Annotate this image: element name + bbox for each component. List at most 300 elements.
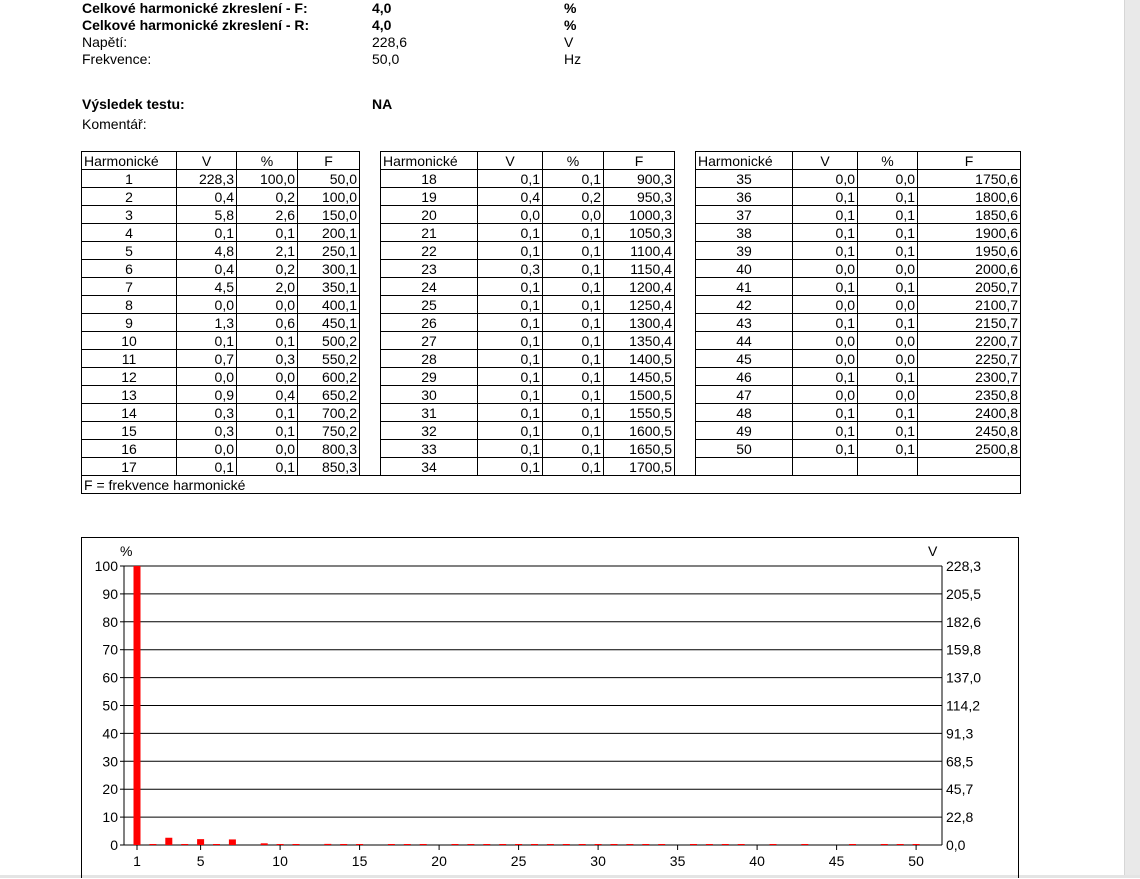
harmonic-number: 24 [381,278,478,296]
harmonic-number: 37 [696,206,793,224]
x-tick-label: 40 [749,853,765,869]
column-gap [360,386,381,404]
bar-harmonic-25 [515,844,522,845]
harmonic-number: 12 [82,368,177,386]
table-row [82,386,1021,404]
column-header: F [298,152,360,170]
y-right-tick-label: 0,0 [946,837,966,853]
column-gap [360,458,381,476]
table-row [82,188,1021,206]
harmonic-percent: 2,6 [237,206,298,224]
harmonic-number: 32 [381,422,478,440]
summary-unit: % [564,0,577,16]
harmonic-number: 20 [381,206,478,224]
column-header: F [918,152,1021,170]
y-right-tick-label: 114,2 [946,697,980,714]
harmonic-voltage: 0,0 [177,440,237,458]
harmonic-frequency: 650,2 [298,386,360,404]
column-gap [675,350,696,368]
bar-harmonic-6 [213,844,220,845]
harmonic-percent: 0,1 [858,242,918,260]
column-gap [360,350,381,368]
harmonic-voltage: 0,0 [177,296,237,314]
harmonic-voltage: 0,1 [478,458,543,476]
harmonic-voltage: 0,1 [478,242,543,260]
harmonic-number: 11 [82,350,177,368]
harmonic-percent: 0,1 [543,440,604,458]
harmonic-number: 28 [381,350,478,368]
column-gap [675,296,696,314]
harmonic-number: 6 [82,260,177,278]
harmonic-frequency: 2200,7 [918,332,1021,350]
harmonic-frequency: 300,1 [298,260,360,278]
column-header: V [478,152,543,170]
harmonic-voltage: 0,1 [478,368,543,386]
bar-harmonic-37 [706,844,713,845]
harmonic-frequency: 1850,6 [918,206,1021,224]
harmonic-frequency: 1100,4 [604,242,675,260]
column-gap [360,422,381,440]
y-tick-label: 40 [102,725,118,742]
harmonic-frequency: 450,1 [298,314,360,332]
bar-harmonic-17 [388,844,395,845]
y-tick-label: 30 [102,753,118,770]
harmonic-number: 39 [696,242,793,260]
harmonic-voltage: 0,1 [478,350,543,368]
harmonic-frequency: 1450,5 [604,368,675,386]
x-tick-label: 50 [908,853,924,869]
harmonic-number: 8 [82,296,177,314]
harmonic-number: 48 [696,404,793,422]
y-right-tick-label: 159,8 [946,641,982,658]
harmonic-percent: 0,1 [543,278,604,296]
column-gap [675,278,696,296]
harmonic-voltage: 0,1 [478,278,543,296]
harmonic-frequency: 1950,6 [918,242,1021,260]
harmonic-percent: 0,0 [858,296,918,314]
column-header: % [237,152,298,170]
table-row [82,422,1021,440]
harmonic-frequency: 1350,4 [604,332,675,350]
harmonic-frequency: 250,1 [298,242,360,260]
harmonic-frequency: 550,2 [298,350,360,368]
column-gap [360,242,381,260]
column-gap [360,332,381,350]
column-gap [360,188,381,206]
comment-label: Komentář: [82,116,147,132]
harmonic-voltage: 0,1 [478,332,543,350]
harmonic-percent: 0,0 [858,260,918,278]
harmonic-frequency: 2350,8 [918,386,1021,404]
harmonic-voltage: 0,1 [793,278,858,296]
column-gap [360,296,381,314]
column-gap [360,440,381,458]
scrollbar-track[interactable] [1124,0,1140,878]
x-tick-label: 5 [196,853,205,869]
harmonic-frequency: 2100,7 [918,296,1021,314]
harmonic-voltage: 0,1 [478,422,543,440]
column-gap [360,170,381,188]
harmonic-number: 4 [82,224,177,242]
harmonic-number: 7 [82,278,177,296]
harmonic-number: 22 [381,242,478,260]
harmonic-frequency: 2050,7 [918,278,1021,296]
bar-harmonic-9 [261,843,268,845]
harmonic-percent: 2,0 [237,278,298,296]
harmonic-voltage: 1,3 [177,314,237,332]
harmonics-table [81,151,1021,494]
column-header: % [858,152,918,170]
harmonic-percent: 0,1 [237,404,298,422]
bar-harmonic-48 [881,844,888,845]
harmonic-number: 29 [381,368,478,386]
bar-harmonic-7 [229,839,236,845]
bar-harmonic-5 [197,839,204,845]
bar-harmonic-3 [165,838,172,845]
harmonic-voltage: 5,8 [177,206,237,224]
column-gap [675,260,696,278]
column-header: F [604,152,675,170]
y-right-tick-label: 45,7 [946,781,974,798]
harmonic-percent: 0,0 [858,386,918,404]
harmonic-number: 16 [82,440,177,458]
harmonic-percent: 0,2 [543,188,604,206]
y-right-tick-label: 205,5 [946,585,982,602]
column-gap [675,440,696,458]
x-tick-label: 45 [828,853,845,869]
harmonic-frequency: 1700,5 [604,458,675,476]
harmonic-number: 40 [696,260,793,278]
column-gap [360,404,381,422]
harmonic-percent: 0,1 [543,170,604,188]
harmonic-number: 35 [696,170,793,188]
harmonic-frequency: 2450,8 [918,422,1021,440]
harmonic-percent: 0,0 [237,296,298,314]
harmonic-voltage: 0,1 [793,404,858,422]
table-row [82,458,1021,476]
y-tick-label: 20 [102,781,118,798]
x-tick-label: 15 [351,853,368,869]
x-tick-label: 1 [133,853,141,869]
y-right-tick-label: 22,8 [946,809,974,826]
harmonic-number: 42 [696,296,793,314]
table-row [82,206,1021,224]
harmonic-percent: 0,0 [237,440,298,458]
column-gap [360,278,381,296]
harmonic-voltage: 0,1 [478,440,543,458]
harmonic-percent: 0,1 [858,404,918,422]
harmonic-percent: 0,1 [858,188,918,206]
harmonic-frequency: 900,3 [604,170,675,188]
harmonic-voltage: 0,0 [793,350,858,368]
bar-harmonic-18 [404,844,411,845]
harmonic-frequency: 1600,5 [604,422,675,440]
x-tick-label: 10 [272,853,288,869]
column-gap [675,404,696,422]
harmonic-frequency: 850,3 [298,458,360,476]
y-tick-label: 10 [102,809,118,826]
harmonic-voltage: 0,1 [793,368,858,386]
harmonic-percent: 0,1 [237,224,298,242]
summary-unit: % [564,17,577,33]
summary-value: 50,0 [372,51,400,67]
summary-unit: V [564,34,574,50]
bar-harmonic-21 [452,844,459,845]
y-tick-label: 50 [102,697,118,714]
y-right-unit: V [928,543,938,559]
bar-harmonic-26 [531,844,538,845]
harmonic-percent: 0,1 [858,278,918,296]
harmonic-frequency: 1900,6 [918,224,1021,242]
empty-cell [858,458,918,476]
table-row [82,332,1021,350]
summary-unit: Hz [564,51,582,67]
table-row [82,440,1021,458]
bar-harmonic-19 [420,844,427,845]
table-row [82,296,1021,314]
bar-harmonic-22 [467,844,474,845]
harmonic-percent: 0,2 [237,260,298,278]
harmonic-percent: 0,6 [237,314,298,332]
harmonic-percent: 0,0 [858,350,918,368]
bar-harmonic-30 [595,844,602,845]
harmonic-voltage: 0,0 [177,368,237,386]
harmonic-frequency: 1250,4 [604,296,675,314]
harmonic-frequency: 50,0 [298,170,360,188]
column-gap [675,332,696,350]
harmonic-percent: 0,0 [543,206,604,224]
harmonic-percent: 0,1 [858,422,918,440]
harmonic-percent: 2,1 [237,242,298,260]
x-tick-label: 30 [590,853,606,869]
y-right-tick-label: 182,6 [946,613,982,630]
y-right-tick-label: 228,3 [946,558,982,574]
harmonic-voltage: 0,4 [177,260,237,278]
harmonic-percent: 0,1 [543,260,604,278]
test-result-label: Výsledek testu: [82,96,185,112]
summary-value: 228,6 [372,34,408,50]
column-header: % [543,152,604,170]
harmonic-percent: 0,1 [858,314,918,332]
harmonic-number: 33 [381,440,478,458]
harmonic-frequency: 2400,8 [918,404,1021,422]
column-gap [360,152,381,170]
harmonic-voltage: 0,0 [793,296,858,314]
y-right-tick-label: 91,3 [946,725,974,742]
harmonic-number: 46 [696,368,793,386]
harmonic-number: 34 [381,458,478,476]
harmonic-number: 47 [696,386,793,404]
table-row [82,368,1021,386]
table-row [82,170,1021,188]
harmonic-frequency: 1200,4 [604,278,675,296]
test-result-value: NA [372,96,393,112]
column-gap [675,206,696,224]
harmonic-voltage: 0,1 [478,296,543,314]
bar-harmonic-13 [324,844,331,845]
harmonic-percent: 0,1 [543,422,604,440]
y-tick-label: 0 [110,837,118,853]
bar-harmonic-4 [181,844,188,845]
harmonic-number: 45 [696,350,793,368]
x-tick-label: 35 [669,853,686,869]
harmonic-frequency: 200,1 [298,224,360,242]
chart-svg [82,538,1020,879]
harmonic-frequency: 2000,6 [918,260,1021,278]
harmonic-frequency: 1300,4 [604,314,675,332]
harmonic-frequency: 500,2 [298,332,360,350]
harmonic-voltage: 0,1 [177,332,237,350]
table-row [82,404,1021,422]
bar-harmonic-11 [293,844,300,845]
harmonic-number: 13 [82,386,177,404]
table-footnote-row [82,476,1021,494]
summary-label: Celkové harmonické zkreslení - F: [82,0,308,16]
column-header: V [177,152,237,170]
harmonic-voltage: 0,1 [793,242,858,260]
harmonic-frequency: 1550,5 [604,404,675,422]
column-header: Harmonické [381,152,478,170]
bar-harmonic-14 [340,844,347,845]
harmonic-percent: 0,1 [543,314,604,332]
harmonic-voltage: 0,1 [793,224,858,242]
column-gap [675,242,696,260]
y-tick-label: 80 [102,613,118,630]
harmonic-number: 15 [82,422,177,440]
harmonic-voltage: 0,1 [793,440,858,458]
harmonic-voltage: 0,1 [793,206,858,224]
y-right-tick-label: 137,0 [946,669,982,686]
summary-label: Frekvence: [82,51,152,67]
column-gap [360,206,381,224]
bar-harmonic-34 [658,844,665,845]
column-header: Harmonické [82,152,177,170]
bar-harmonic-23 [483,844,490,845]
harmonic-number: 31 [381,404,478,422]
harmonic-frequency: 2500,8 [918,440,1021,458]
harmonic-frequency: 150,0 [298,206,360,224]
harmonic-voltage: 0,3 [478,260,543,278]
harmonic-frequency: 800,3 [298,440,360,458]
harmonic-percent: 0,1 [543,458,604,476]
harmonic-number: 27 [381,332,478,350]
harmonic-percent: 0,1 [543,332,604,350]
empty-cell [696,458,793,476]
column-gap [675,422,696,440]
column-gap [675,188,696,206]
table-header-row [82,152,1021,170]
harmonic-number: 25 [381,296,478,314]
harmonic-number: 19 [381,188,478,206]
table-row [82,278,1021,296]
bar-harmonic-38 [722,844,729,845]
bar-harmonic-24 [499,844,506,845]
harmonic-percent: 0,4 [237,386,298,404]
harmonic-percent: 0,1 [237,422,298,440]
harmonic-number: 3 [82,206,177,224]
harmonic-frequency: 700,2 [298,404,360,422]
harmonic-number: 38 [696,224,793,242]
bar-harmonic-41 [770,844,777,845]
harmonic-frequency: 2150,7 [918,314,1021,332]
harmonic-frequency: 1500,5 [604,386,675,404]
column-gap [360,368,381,386]
harmonic-percent: 0,1 [858,206,918,224]
bar-harmonic-33 [642,844,649,845]
harmonic-frequency: 2300,7 [918,368,1021,386]
harmonic-percent: 0,1 [543,224,604,242]
harmonic-voltage: 0,0 [793,386,858,404]
bar-harmonic-39 [738,844,745,845]
harmonic-frequency: 1800,6 [918,188,1021,206]
harmonic-percent: 0,0 [237,368,298,386]
bar-harmonic-49 [897,844,904,845]
y-left-unit: % [120,543,133,559]
harmonic-number: 2 [82,188,177,206]
harmonic-percent: 0,1 [543,386,604,404]
column-gap [675,458,696,476]
harmonic-number: 26 [381,314,478,332]
x-tick-label: 25 [510,853,527,869]
harmonic-frequency: 400,1 [298,296,360,314]
summary-label: Napětí: [82,34,128,50]
table-row [82,242,1021,260]
harmonic-number: 17 [82,458,177,476]
harmonic-voltage: 0,3 [177,404,237,422]
harmonic-frequency: 1150,4 [604,260,675,278]
harmonic-percent: 100,0 [237,170,298,188]
harmonic-number: 10 [82,332,177,350]
harmonic-voltage: 0,9 [177,386,237,404]
y-tick-label: 60 [102,669,118,686]
bar-harmonic-43 [801,844,808,845]
table-row [82,260,1021,278]
harmonic-percent: 0,1 [858,224,918,242]
y-tick-label: 100 [94,558,118,574]
harmonic-percent: 0,0 [858,170,918,188]
bar-harmonic-27 [547,844,554,845]
bar-harmonic-36 [690,844,697,845]
harmonic-voltage: 0,1 [793,422,858,440]
harmonic-percent: 0,2 [237,188,298,206]
harmonic-number: 21 [381,224,478,242]
bar-harmonic-29 [579,844,586,845]
bar-harmonic-46 [849,844,856,845]
table-row [82,314,1021,332]
harmonic-percent: 0,1 [543,296,604,314]
harmonic-frequency: 2250,7 [918,350,1021,368]
harmonic-percent: 0,0 [858,332,918,350]
harmonic-percent: 0,1 [237,332,298,350]
column-gap [675,224,696,242]
harmonic-voltage: 0,0 [793,260,858,278]
harmonic-frequency: 1650,5 [604,440,675,458]
harmonic-percent: 0,3 [237,350,298,368]
harmonic-percent: 0,1 [543,404,604,422]
harmonic-percent: 0,1 [543,242,604,260]
harmonic-number: 5 [82,242,177,260]
harmonic-voltage: 0,1 [478,386,543,404]
column-header: Harmonické [696,152,793,170]
harmonic-number: 50 [696,440,793,458]
harmonic-number: 14 [82,404,177,422]
table-row [82,224,1021,242]
empty-cell [918,458,1021,476]
column-gap [675,314,696,332]
harmonic-voltage: 4,8 [177,242,237,260]
harmonic-frequency: 750,2 [298,422,360,440]
harmonic-voltage: 228,3 [177,170,237,188]
